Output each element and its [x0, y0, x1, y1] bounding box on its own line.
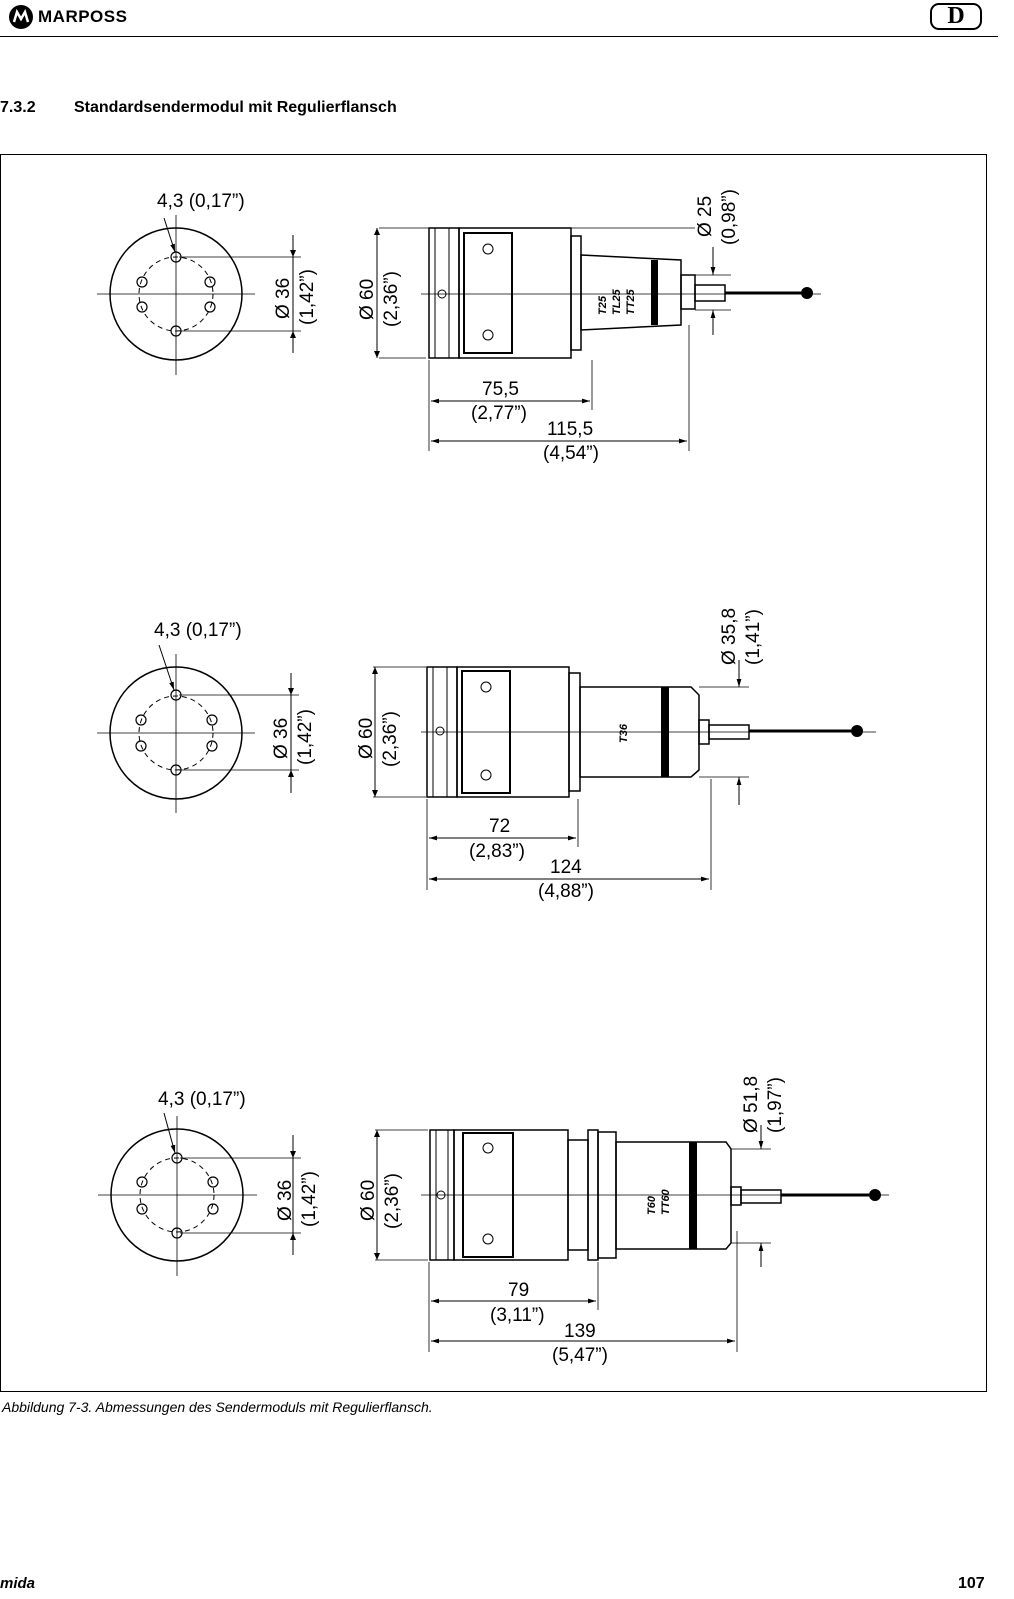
hole-size-label: 4,3 (0,17”): [158, 1089, 246, 1110]
header-divider: [0, 36, 998, 37]
length-1: 75,5: [482, 379, 519, 400]
figure-frame: [0, 154, 987, 1392]
length-1: 79: [508, 1280, 530, 1301]
body-dia: Ø 60: [357, 278, 378, 320]
length-1-in: (2,77”): [471, 403, 527, 424]
flange-front-view: [98, 1089, 320, 1276]
length-2-in: (4,54”): [543, 443, 599, 464]
bolt-circle-dia-in: (1,42”): [297, 269, 318, 325]
length-1-in: (2,83”): [469, 841, 525, 862]
footer-product: mida: [0, 1575, 36, 1592]
section-heading: [0, 99, 397, 117]
model-label: T36: [618, 724, 630, 743]
tip-dia-in: (0,98”): [719, 189, 740, 245]
length-2: 139: [564, 1321, 596, 1342]
language-badge: D: [930, 3, 982, 30]
marposs-logo-icon: [8, 4, 34, 30]
flange-front-view: [97, 191, 318, 375]
model-label: TT25: [625, 289, 637, 315]
model-labels: [618, 723, 630, 743]
hole-size-label: 4,3 (0,17”): [154, 620, 242, 641]
model-label: TL25: [611, 289, 623, 315]
length-2: 115,5: [547, 419, 594, 440]
page-number: 107: [958, 1575, 985, 1592]
length-2: 124: [550, 857, 582, 878]
drawing-2: [97, 608, 876, 902]
brand-name: MARPOSS: [38, 7, 128, 26]
length-2-in: (5,47”): [552, 1345, 608, 1366]
model-labels: [597, 288, 637, 315]
body-dia-in: (2,36”): [381, 271, 402, 327]
tip-dia: Ø 51,8: [741, 1075, 762, 1133]
marposs-logo: [8, 4, 127, 30]
module-side-view: [358, 1076, 889, 1366]
body-dia: Ø 60: [358, 1179, 379, 1221]
flange-front-view: [97, 620, 316, 813]
model-label: TT60: [660, 1189, 672, 1215]
hole-size-label: 4,3 (0,17”): [157, 191, 245, 212]
section-number: 7.3.2: [0, 99, 36, 116]
page-header: [0, 0, 1014, 40]
module-side-view: [357, 189, 821, 464]
drawing-3: [98, 1076, 889, 1366]
tip-dia: Ø 35,8: [719, 607, 740, 665]
body-dia-in: (2,36”): [382, 1173, 403, 1229]
model-label: T60: [646, 1196, 658, 1215]
module-side-view: [356, 608, 876, 902]
bolt-circle-dia-in: (1,42”): [295, 709, 316, 765]
drawing-1: [97, 189, 821, 464]
model-labels: [646, 1188, 672, 1215]
length-2-in: (4,88”): [538, 881, 594, 902]
figure-caption: Abbildung 7-3. Abmessungen des Sendermoduls mit Regulierflansch.: [2, 1399, 433, 1415]
tip-dia-in: (1,97”): [765, 1077, 786, 1133]
section-title: Standardsendermodul mit Regulierflansch: [74, 99, 397, 116]
model-label: T25: [597, 296, 609, 315]
bolt-circle-dia: Ø 36: [273, 277, 294, 319]
dimension-drawings: [1, 155, 986, 1391]
bolt-circle-dia-in: (1,42”): [299, 1171, 320, 1227]
body-dia-in: (2,36”): [380, 711, 401, 767]
tip-dia: Ø 25: [695, 195, 716, 237]
length-1-in: (3,11”): [490, 1305, 545, 1326]
tip-dia-in: (1,41”): [743, 609, 764, 665]
body-dia: Ø 60: [356, 717, 377, 759]
length-1: 72: [489, 816, 511, 837]
bolt-circle-dia: Ø 36: [275, 1179, 296, 1221]
bolt-circle-dia: Ø 36: [271, 717, 292, 759]
